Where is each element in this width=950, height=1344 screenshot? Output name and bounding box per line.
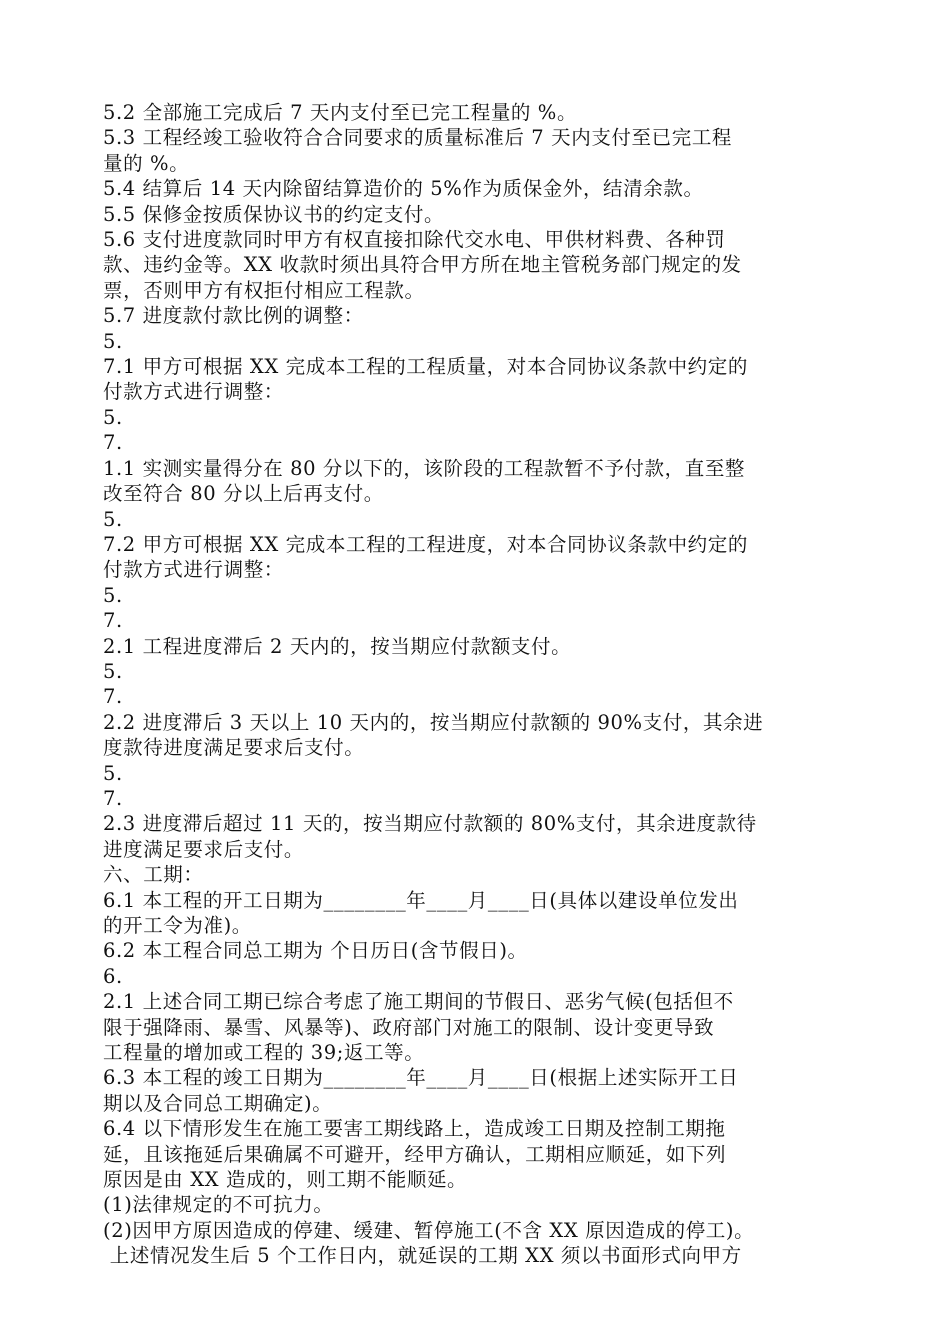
text-line: 工程量的增加或工程的 39;返工等。 xyxy=(103,1041,425,1065)
text-line: 延，且该拖延后果确属不可避开，经甲方确认，工期相应顺延，如下列 xyxy=(103,1142,727,1166)
text-line: 5.6 支付进度款同时甲方有权直接扣除代交水电、甲供材料费、各种罚 xyxy=(103,228,726,252)
text-line: 付款方式进行调整： xyxy=(103,558,284,582)
text-line: 度款待进度满足要求后支付。 xyxy=(103,736,365,760)
text-line: 7. xyxy=(103,685,123,709)
text-line: 7.2 甲方可根据 XX 完成本工程的工程进度，对本合同协议条款中约定的 xyxy=(103,532,748,556)
text-line: 付款方式进行调整： xyxy=(103,380,284,404)
text-line: 5. xyxy=(103,659,123,683)
text-line: 5.7 进度款付款比例的调整： xyxy=(103,304,364,328)
text-line: 7.1 甲方可根据 XX 完成本工程的工程质量，对本合同协议条款中约定的 xyxy=(103,355,748,379)
text-line: 进度满足要求后支付。 xyxy=(103,837,305,861)
text-line: 上述情况发生后 5 个工作日内，就延误的工期 XX 须以书面形式向甲方 xyxy=(103,1244,742,1268)
text-line: 6.1 本工程的开工日期为________年____月____日(具体以建设单位发出 xyxy=(103,888,739,912)
text-line: 量的 %。 xyxy=(103,151,190,175)
text-line: 票，否则甲方有权拒付相应工程款。 xyxy=(103,278,425,302)
text-line: 限于强降雨、暴雪、风暴等)、政府部门对施工的限制、设计变更导致 xyxy=(103,1015,715,1039)
text-line: 5. xyxy=(103,761,123,785)
text-line: 1.1 实测实量得分在 80 分以下的，该阶段的工程款暂不予付款，直至整 xyxy=(103,456,746,480)
text-line: 6. xyxy=(103,964,123,988)
text-line: 5. xyxy=(103,583,123,607)
text-line: 款、违约金等。XX 收款时须出具符合甲方所在地主管税务部门规定的发 xyxy=(103,253,742,277)
text-line: 原因是由 XX 造成的，则工期不能顺延。 xyxy=(103,1168,468,1192)
text-line: 改至符合 80 分以上后再支付。 xyxy=(103,482,384,506)
text-line: 6.3 本工程的竣工日期为________年____月____日(根据上述实际开工日 xyxy=(103,1066,739,1090)
text-line: 5. xyxy=(103,507,123,531)
text-line: 7. xyxy=(103,431,123,455)
text-line: 期以及合同总工期确定)。 xyxy=(103,1091,333,1115)
text-line: 的开工令为准)。 xyxy=(103,914,252,937)
text-line: 2.2 进度滞后 3 天以上 10 天内的，按当期应付款额的 90%支付，其余进 xyxy=(103,710,764,734)
text-line: 6.2 本工程合同总工期为 个日历日(含节假日)。 xyxy=(103,939,528,963)
text-line: 2.1 工程进度滞后 2 天内的，按当期应付款额支付。 xyxy=(103,634,572,658)
text-line: 5. xyxy=(103,329,123,353)
text-line: 5. xyxy=(103,405,123,429)
text-line: 5.4 结算后 14 天内除留结算造价的 5%作为质保金外，结清余款。 xyxy=(103,177,704,201)
text-line: 5.5 保修金按质保协议书的约定支付。 xyxy=(103,202,445,226)
text-line: (2)因甲方原因造成的停建、缓建、暂停施工(不含 XX 原因造成的停工)。 xyxy=(103,1218,755,1242)
text-line: 7. xyxy=(103,786,123,810)
text-line: 7. xyxy=(103,609,123,633)
document-body xyxy=(103,100,863,1269)
text-line: 2.1 上述合同工期已综合考虑了施工期间的节假日、恶劣气候(包括但不 xyxy=(103,990,734,1014)
text-line: 6.4 以下情形发生在施工要害工期线路上，造成竣工日期及控制工期拖 xyxy=(103,1117,726,1141)
text-line: 六、工期： xyxy=(103,863,204,887)
text-line: 5.3 工程经竣工验收符合合同要求的质量标准后 7 天内支付至已完工程 xyxy=(103,126,733,150)
text-line: 5.2 全部施工完成后 7 天内支付至已完工程量的 %。 xyxy=(103,101,578,124)
text-line: (1)法律规定的不可抗力。 xyxy=(103,1193,334,1217)
text-line: 2.3 进度滞后超过 11 天的，按当期应付款额的 80%支付，其余进度款待 xyxy=(103,812,757,836)
